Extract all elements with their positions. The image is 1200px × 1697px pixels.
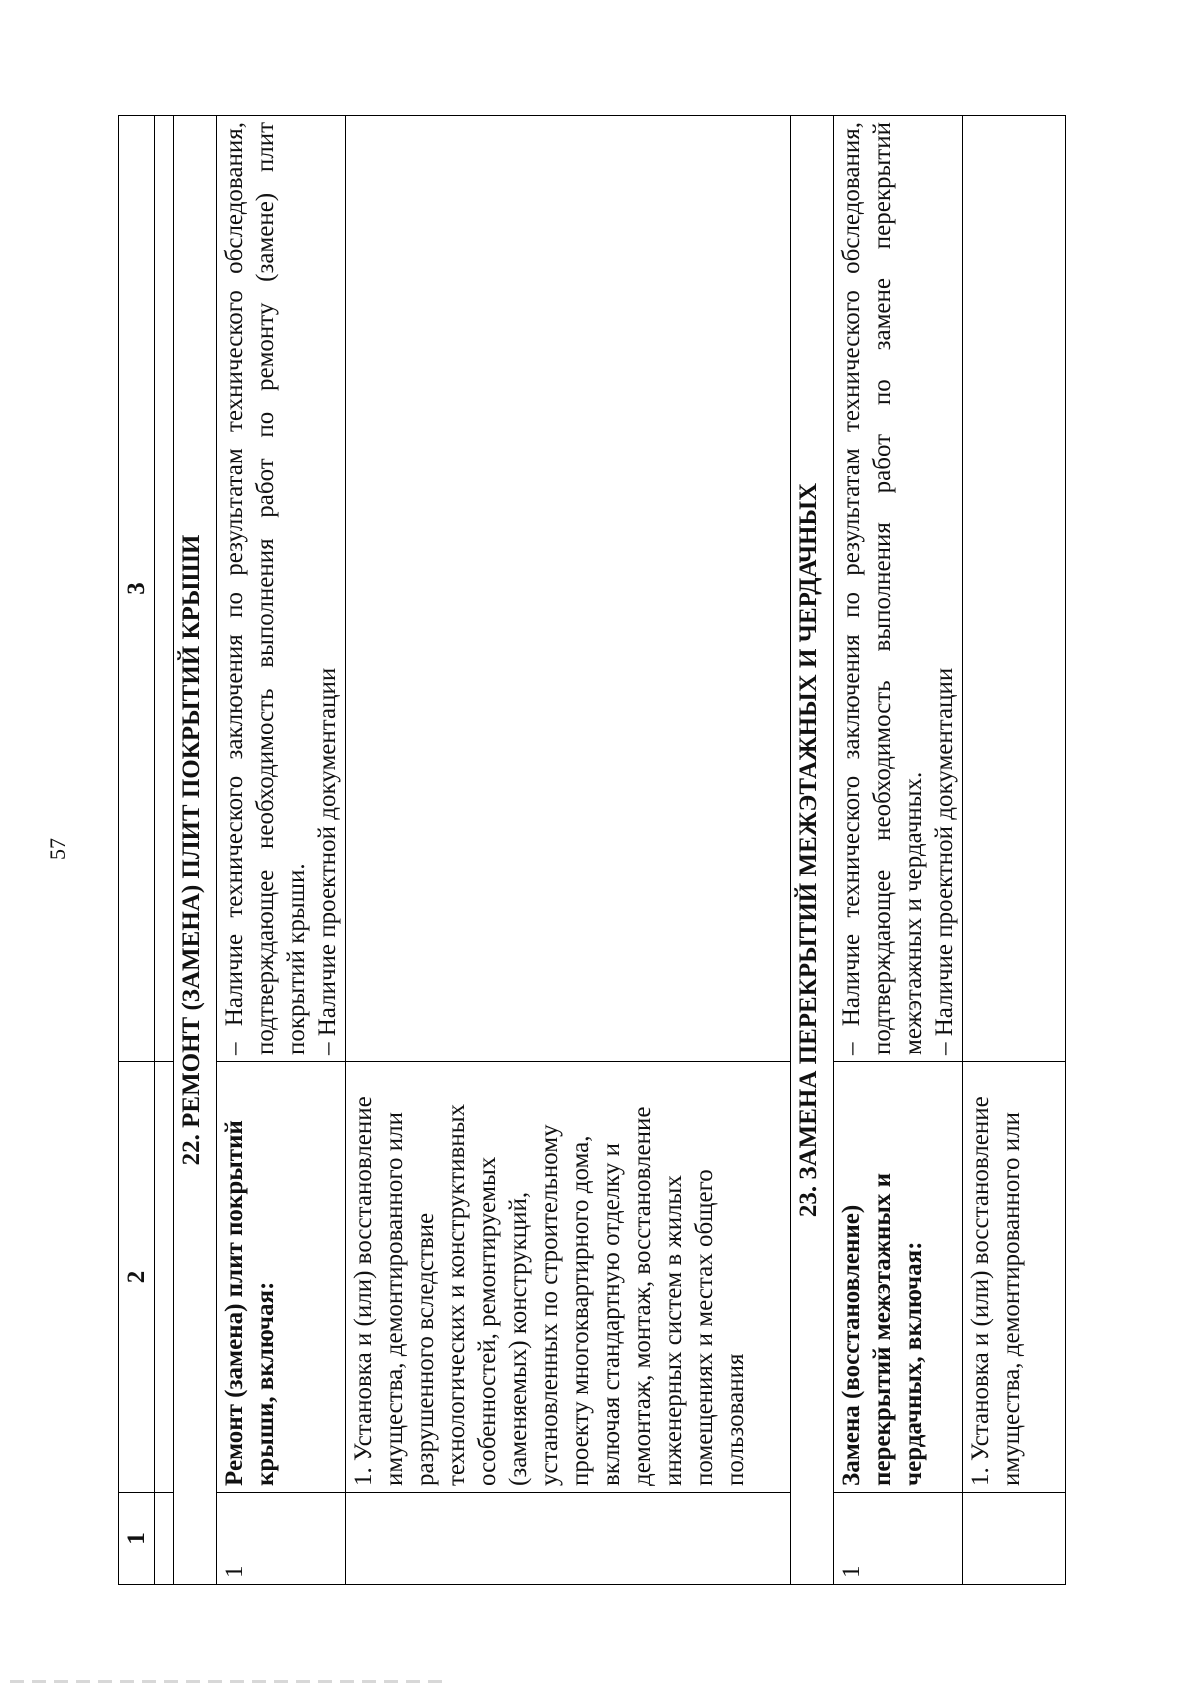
spacer-cell	[155, 1493, 174, 1585]
requirements-cell	[963, 116, 1066, 1062]
spacer-cell	[155, 1062, 174, 1493]
requirement-item: – Наличие технического заключения по результатам технического обследования, подтверждающее необходимость выполнения работ по замене перекрытий межэтажных и чердачных.	[838, 122, 927, 1055]
requirements-table	[118, 115, 1066, 1585]
requirement-item: – Наличие технического заключения по результатам технического обследования, подтверждающее необходимость выполнения работ по ремонту (замене) плит покрытий крыши.	[221, 122, 310, 1055]
row-number: 1	[217, 1493, 346, 1585]
table-row	[217, 116, 346, 1585]
section-title-row	[174, 116, 217, 1585]
requirements-cell	[217, 116, 346, 1062]
row-number	[963, 1493, 1066, 1585]
requirements-cell	[346, 116, 791, 1062]
page-number: 57	[45, 838, 70, 860]
requirement-item: – Наличие проектной документации	[314, 667, 341, 1055]
work-detail: 1. Установка и (или) восстановление имущества, демонтированного или разрушенного вследствие технологических и конструктивных особенностей, ремонтируемых (заменяемых) конструкций, установленных по строительному проекту многоквартирного дома, включая стандартную отделку и демонтаж, монтаж, восстановление инженерных систем в жилых помещениях и местах общего пользования	[346, 1062, 791, 1493]
work-detail: 1. Установка и (или) восстановление имущества, демонтированного или	[963, 1062, 1066, 1493]
scan-noise	[10, 1680, 450, 1683]
requirements-cell	[834, 116, 963, 1062]
requirement-item: – Наличие проектной документации	[931, 667, 958, 1055]
header-col-1: 1	[119, 1493, 155, 1585]
section-title-row	[791, 116, 834, 1585]
row-number	[346, 1493, 791, 1585]
rotated-table-container	[118, 116, 1031, 1585]
section-title-23: 23. ЗАМЕНА ПЕРЕКРЫТИЙ МЕЖЭТАЖНЫХ И ЧЕРДАЧНЫХ	[791, 116, 834, 1585]
table-header-row	[119, 116, 155, 1585]
work-title: Ремонт (замена) плит покрытий крыши, включая:	[217, 1062, 346, 1493]
row-number: 1	[834, 1493, 963, 1585]
header-col-3: 3	[119, 116, 155, 1062]
spacer-cell	[155, 116, 174, 1062]
section-title-22: 22. РЕМОНТ (ЗАМЕНА) ПЛИТ ПОКРЫТИЙ КРЫШИ	[174, 116, 217, 1585]
spacer-row	[155, 116, 174, 1585]
work-title: Замена (восстановление) перекрытий межэтажных и чердачных, включая:	[834, 1062, 963, 1493]
table-row	[963, 116, 1066, 1585]
table-row	[834, 116, 963, 1585]
header-col-2: 2	[119, 1062, 155, 1493]
table-row	[346, 116, 791, 1585]
